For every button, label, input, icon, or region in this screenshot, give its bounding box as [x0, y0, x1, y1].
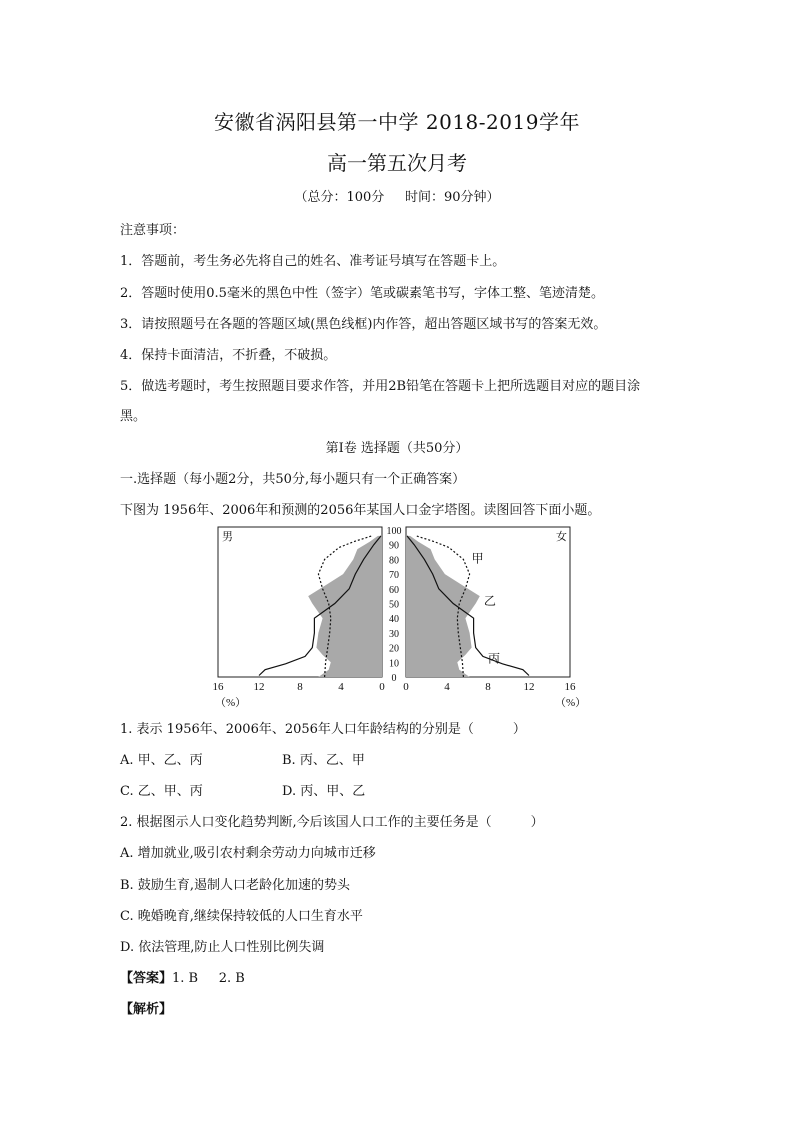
- y-tick-label: 50: [389, 599, 399, 611]
- section-title: 第Ⅰ卷 选择题（共50分）: [325, 441, 469, 456]
- q2-option-d: D. 依法管理,防止人口性别比例失调: [120, 940, 325, 955]
- x-tick-label-left: 0: [379, 681, 385, 693]
- question-2-stem: 2. 根据图示人口变化趋势判断,今后该国人口工作的主要任务是（ ）: [120, 815, 544, 830]
- series-yi-female: [406, 536, 480, 677]
- figure-intro: 下图为 1956年、2006年和预测的2056年某国人口金字塔图。读图回答下面小题。: [120, 503, 601, 518]
- q2-option-c: C. 晚婚晚育,继续保持较低的人口生育水平: [120, 909, 363, 924]
- y-tick-label: 0: [391, 673, 397, 684]
- x-tick-label-left: 8: [297, 681, 303, 693]
- male-panel: [218, 527, 382, 677]
- x-unit-right: （%）: [555, 697, 587, 709]
- exam-meta: （总分：100分 时间：90分钟）: [294, 190, 500, 205]
- x-tick-label-right: 4: [444, 681, 450, 693]
- male-label: 男: [222, 531, 233, 543]
- q1-option-b: B. 丙、乙、甲: [282, 753, 365, 768]
- series-label: 丙: [488, 651, 501, 666]
- y-tick-label: 70: [389, 570, 399, 582]
- q1-option-d: D. 丙、甲、乙: [282, 784, 366, 799]
- series-label: 甲: [471, 551, 484, 566]
- y-tick-label: 60: [389, 584, 399, 596]
- note-item-5: 5．做选考题时，考生按照题目要求作答，并用2B铅笔在答题卡上把所选题目对应的题目涂: [120, 379, 641, 394]
- x-tick-label-left: 4: [338, 681, 344, 693]
- answer-value: 1. B 2. B: [172, 971, 245, 986]
- x-tick-label-right: 12: [523, 681, 535, 693]
- y-tick-label: 100: [386, 526, 402, 537]
- exam-subtitle: 高一第五次月考: [327, 151, 467, 175]
- note-item-5-cont: 黑。: [120, 409, 147, 424]
- female-label: 女: [556, 531, 567, 543]
- population-pyramid-chart: [200, 522, 590, 712]
- y-tick-label: 20: [389, 643, 399, 655]
- q1-option-a: A. 甲、乙、丙: [120, 753, 203, 768]
- y-tick-label: 90: [389, 540, 399, 552]
- y-tick-label: 10: [389, 658, 399, 670]
- answer-label: 【答案】: [120, 971, 173, 986]
- answer-line: [120, 967, 245, 986]
- note-item-3: 3．请按照题号在各题的答题区域(黑色线框)内作答，超出答题区域书写的答案无效。: [120, 317, 607, 332]
- y-tick-label: 80: [389, 555, 399, 567]
- section-instruction: 一.选择题（每小题2分，共50分,每小题只有一个正确答案）: [120, 472, 466, 487]
- x-tick-label-left: 12: [253, 681, 265, 693]
- x-tick-label-right: 16: [564, 681, 576, 693]
- analysis-label: 【解析】: [120, 1002, 173, 1017]
- question-1-stem: 1. 表示 1956年、2006年、2056年人口年龄结构的分别是（ ）: [120, 722, 526, 737]
- q1-option-c: C. 乙、甲、丙: [120, 784, 203, 799]
- x-unit-left: （%）: [215, 697, 247, 709]
- note-item-1: 1．答题前，考生务必先将自己的姓名、准考证号填写在答题卡上。: [120, 254, 506, 269]
- x-tick-label-right: 8: [485, 681, 491, 693]
- y-tick-label: 40: [389, 614, 399, 626]
- notes-heading: 注意事项：: [120, 223, 186, 238]
- note-item-4: 4．保持卡面清洁，不折叠，不破损。: [120, 348, 337, 363]
- series-yi-male: [308, 536, 382, 677]
- note-item-2: 2．答题时使用0.5毫米的黑色中性（签字）笔或碳素笔书写，字体工整、笔迹清楚。: [120, 286, 604, 301]
- q2-option-a: A. 增加就业,吸引农村剩余劳动力向城市迁移: [120, 846, 376, 861]
- x-tick-label-right: 0: [403, 681, 409, 693]
- q2-option-b: B. 鼓励生育,遏制人口老龄化加速的势头: [120, 878, 350, 893]
- exam-school-title: 安徽省涡阳县第一中学 2018-2019学年: [214, 110, 580, 134]
- y-tick-label: 30: [389, 628, 399, 640]
- series-label: 乙: [483, 594, 496, 608]
- x-tick-label-left: 16: [212, 681, 224, 693]
